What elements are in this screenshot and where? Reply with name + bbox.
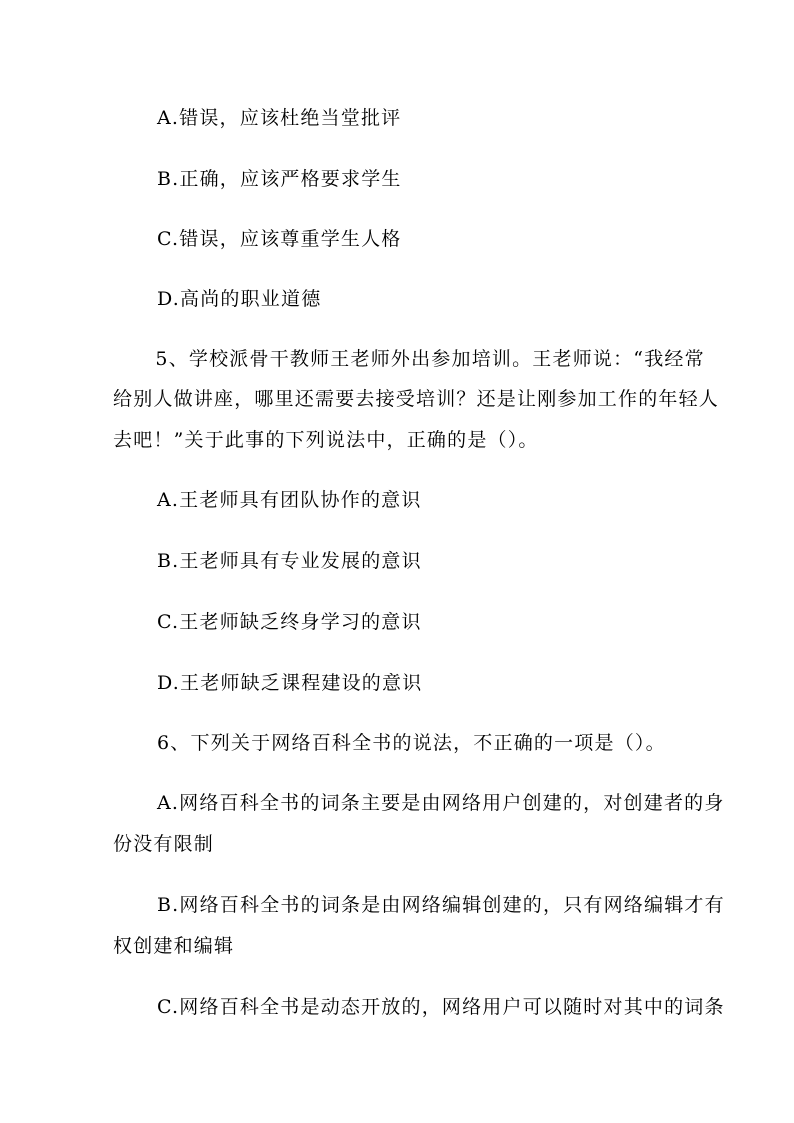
q6-option-a-line-2: 份没有限制: [113, 833, 215, 855]
q5-option-c: C.王老师缺乏终身学习的意识: [157, 611, 422, 633]
q6-option-b-line-2: 权创建和编辑: [113, 935, 235, 957]
q5-stem-line-3: 去吧！”关于此事的下列说法中，正确的是（）。: [113, 429, 539, 451]
q5-option-b: B.王老师具有专业发展的意识: [157, 550, 422, 572]
q4-option-b: B.正确，应该严格要求学生: [157, 168, 402, 190]
q4-option-d: D.高尚的职业道德: [157, 288, 322, 310]
q6-option-b-line-1: B.网络百科全书的词条是由网络编辑创建的，只有网络编辑才有: [157, 894, 725, 916]
q5-stem-line-1: 5、学校派骨干教师王老师外出参加培训。王老师说：“我经常: [115, 348, 705, 370]
q5-option-d: D.王老师缺乏课程建设的意识: [157, 672, 423, 694]
q4-option-a: A.错误，应该杜绝当堂批评: [157, 107, 402, 129]
q6-option-c-line-1: C.网络百科全书是动态开放的，网络用户可以随时对其中的词条: [157, 996, 725, 1018]
q4-option-c: C.错误，应该尊重学生人格: [157, 228, 402, 250]
q6-option-a-line-1: A.网络百科全书的词条主要是由网络用户创建的，对创建者的身: [157, 792, 725, 814]
q6-stem: 6、下列关于网络百科全书的说法，不正确的一项是（）。: [157, 732, 666, 754]
q5-option-a: A.王老师具有团队协作的意识: [157, 489, 422, 511]
q5-stem-line-2: 给别人做讲座，哪里还需要去接受培训？还是让刚参加工作的年轻人: [113, 388, 720, 410]
